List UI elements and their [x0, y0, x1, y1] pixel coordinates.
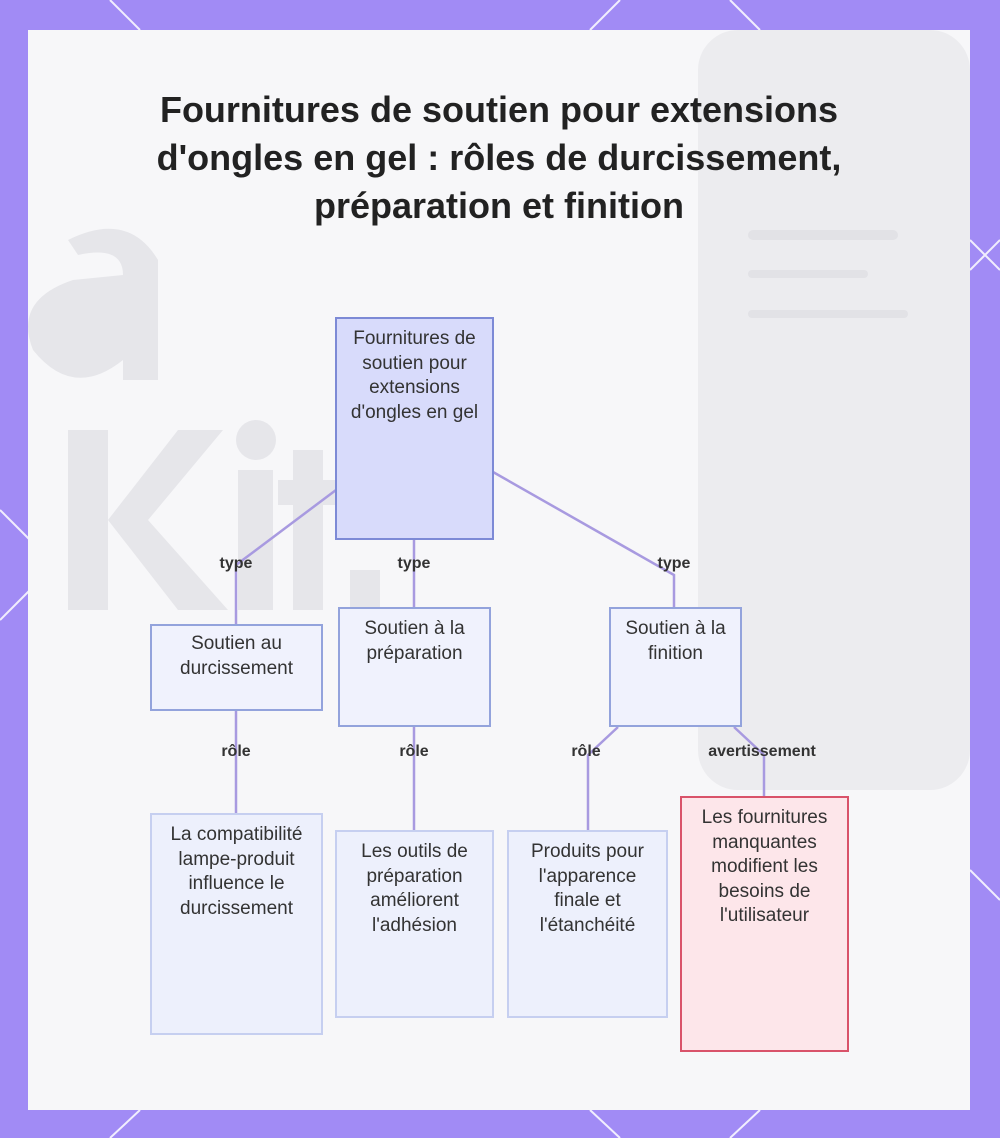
edge-label-root-curing: type	[219, 555, 253, 572]
node-finish-support	[609, 607, 742, 727]
node-curing-role-label: La compatibilité lampe-produit influence le durcissement	[170, 824, 303, 919]
edge-finish-warning	[734, 727, 764, 796]
edge-label-root-prep: type	[397, 555, 431, 572]
node-finish-warning-label: Les fournitures manquantes modifient les besoins de l'utilisateur	[701, 807, 828, 926]
node-curing-support	[150, 624, 323, 711]
node-prep-role	[335, 830, 494, 1018]
edge-label-finish-warning: avertissement	[708, 743, 816, 760]
diagram-card	[28, 30, 970, 1110]
node-finish-label: Soutien à la finition	[625, 618, 726, 664]
node-prep-support	[338, 607, 491, 727]
node-finish-role	[507, 830, 668, 1018]
node-root	[335, 317, 494, 540]
edge-label-root-finish: type	[657, 555, 691, 572]
node-finish-role-label: Produits pour l'apparence finale et l'étanchéité	[530, 841, 644, 936]
node-root-label: Fournitures de soutien pour extensions d'ongles en gel	[350, 328, 479, 423]
diagram-title: Fournitures de soutien pour extensions d'ongles en gel : rôles de durcissement, préparation et finition	[156, 89, 842, 226]
node-prep-role-label: Les outils de préparation améliorent l'adhésion	[361, 841, 468, 936]
node-finish-warning	[680, 796, 849, 1052]
edge-label-finish-role: rôle	[571, 743, 601, 760]
edge-root-finish	[493, 472, 674, 607]
edge-label-curing-role: rôle	[221, 743, 251, 760]
node-curing-role	[150, 813, 323, 1035]
edge-label-prep-role: rôle	[399, 743, 429, 760]
node-prep-label: Soutien à la préparation	[364, 618, 465, 664]
node-curing-label: Soutien au durcissement	[180, 633, 293, 679]
